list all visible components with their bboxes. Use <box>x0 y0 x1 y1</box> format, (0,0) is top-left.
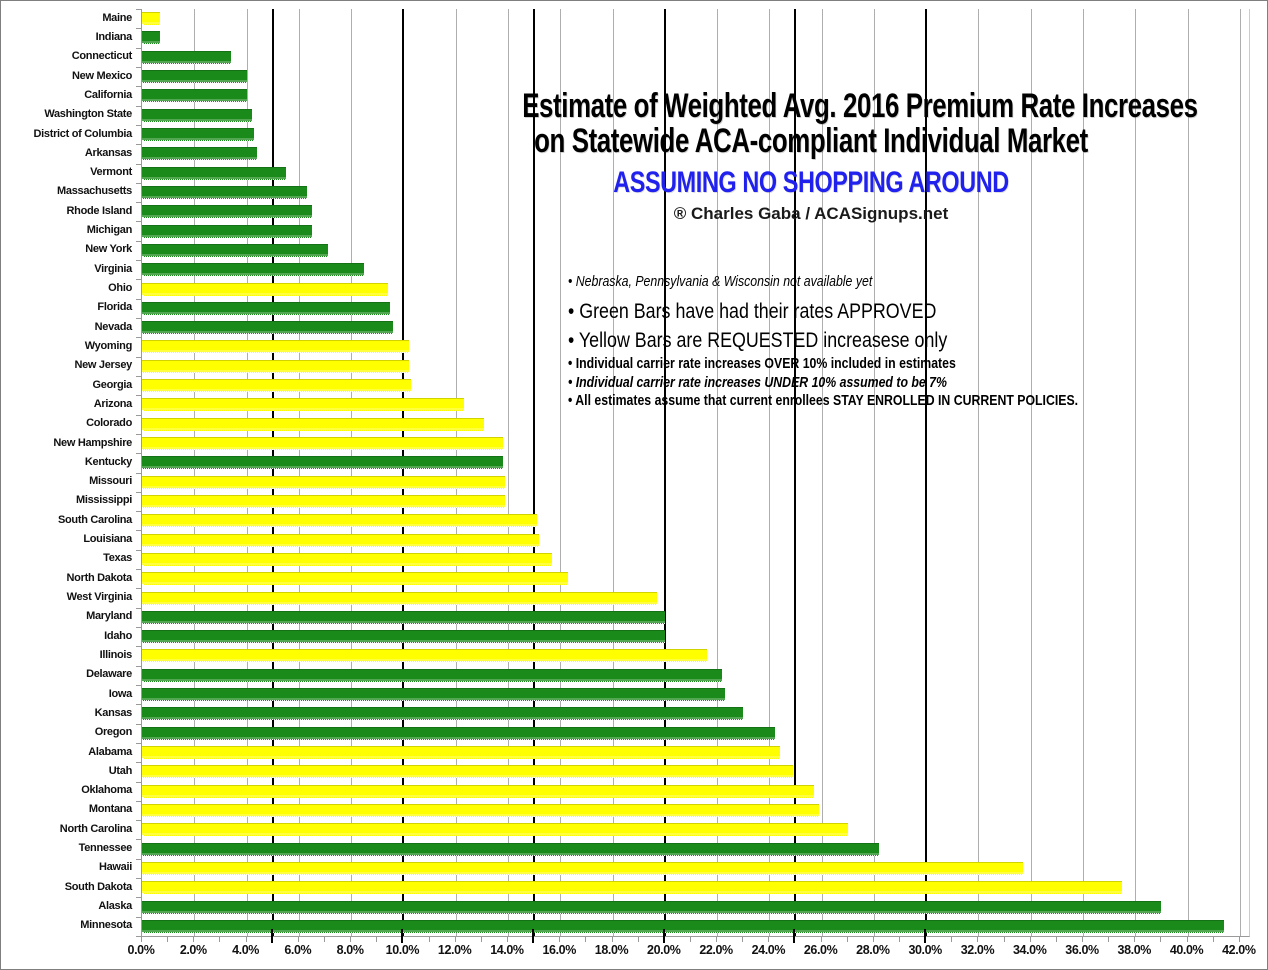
bar-maine <box>142 12 160 25</box>
x-axis-tick-22pct <box>716 937 717 942</box>
y-label-new-jersey: New Jersey <box>74 359 132 372</box>
x-axis-tick-26pct <box>821 937 822 942</box>
bar-connecticut <box>142 51 231 64</box>
bar-west-virginia <box>142 592 657 605</box>
y-label-oklahoma: Oklahoma <box>81 784 132 797</box>
x-axis-tick-18pct <box>612 937 613 942</box>
x-axis-label-8pct: 8.0% <box>336 943 364 957</box>
y-label-alabama: Alabama <box>88 745 132 758</box>
bar-minnesota <box>142 920 1224 933</box>
x-axis-label-34pct: 34.0% <box>1013 943 1047 957</box>
y-label-west-virginia: West Virginia <box>66 591 132 604</box>
x-axis-label-6pct: 6.0% <box>284 943 312 957</box>
x-axis-label-2pct: 2.0% <box>179 943 207 957</box>
x-axis-label-24pct: 24.0% <box>751 943 786 957</box>
bar-tennessee <box>142 843 879 856</box>
y-label-montana: Montana <box>88 803 132 816</box>
bar-south-carolina <box>142 514 537 527</box>
y-axis-tick <box>136 820 141 821</box>
y-axis-tick <box>136 839 141 840</box>
chart-title-line2: on Statewide ACA-compliant Individual Market <box>534 122 1088 160</box>
x-axis-label-28pct: 28.0% <box>856 943 890 957</box>
bar-florida <box>142 302 390 315</box>
y-label-utah: Utah <box>108 764 132 777</box>
y-label-washington-state: Washington State <box>44 108 132 121</box>
bar-texas <box>142 553 552 566</box>
x-axis-tick-14pct <box>507 937 508 942</box>
y-label-ohio: Ohio <box>108 282 132 295</box>
y-label-kentucky: Kentucky <box>84 455 132 468</box>
y-label-alaska: Alaska <box>98 900 132 913</box>
bar-hawaii <box>142 862 1023 875</box>
bar-mississippi <box>142 495 505 508</box>
bar-michigan <box>142 225 312 238</box>
bar-illinois <box>142 649 707 662</box>
y-axis-tick <box>136 260 141 261</box>
y-axis-tick <box>136 627 141 628</box>
bar-kansas <box>142 707 743 720</box>
x-axis-tick-0pct <box>141 937 142 942</box>
bar-nevada <box>142 321 393 334</box>
x-axis-tick-39pct <box>1160 937 1161 942</box>
y-label-louisiana: Louisiana <box>83 533 132 546</box>
y-label-arkansas: Arkansas <box>84 146 132 159</box>
y-label-missouri: Missouri <box>89 475 132 488</box>
bar-virginia <box>142 263 364 276</box>
y-axis-tick <box>136 530 141 531</box>
note-under-10: • Individual carrier rate increases UNDER 10% assumed to be 7% <box>568 373 947 391</box>
bar-california <box>142 89 247 102</box>
bar-new-mexico <box>142 70 247 83</box>
y-axis-tick <box>136 511 141 512</box>
y-axis-tick <box>136 241 141 242</box>
y-label-massachusetts: Massachusetts <box>57 185 132 198</box>
x-axis-tick-8pct <box>350 937 351 942</box>
note-over-10: • Individual carrier rate increases OVER 10% included in estimates <box>568 355 956 372</box>
y-axis-tick <box>136 704 141 705</box>
bar-idaho <box>142 630 665 643</box>
x-axis-label-42pct: 42.0% <box>1222 943 1256 957</box>
x-axis-tick-16pct <box>559 937 560 942</box>
bar-missouri <box>142 476 505 489</box>
y-axis-tick <box>136 299 141 300</box>
y-label-illinois: Illinois <box>99 648 132 661</box>
y-axis-tick <box>136 724 141 725</box>
chart-credit: ® Charles Gaba / ACASignups.net <box>673 204 949 223</box>
x-axis-tick-32pct <box>977 937 978 942</box>
bar-ohio <box>142 283 388 296</box>
bar-alaska <box>142 901 1161 914</box>
chart-title-line1: Estimate of Weighted Avg. 2016 Premium Rate Increases <box>522 87 1198 125</box>
bar-maryland <box>142 611 665 624</box>
x-axis-label-18pct: 18.0% <box>594 943 629 957</box>
y-axis-tick <box>136 453 141 454</box>
y-axis-tick <box>136 86 141 87</box>
x-axis-tick-42pct <box>1239 937 1240 942</box>
y-axis-tick <box>136 492 141 493</box>
x-axis-tick-3pct <box>219 937 220 942</box>
bar-kentucky <box>142 456 503 469</box>
y-axis-tick <box>136 782 141 783</box>
y-label-new-york: New York <box>85 243 132 256</box>
x-axis-major-tick-15pct <box>532 929 534 943</box>
y-label-indiana: Indiana <box>95 30 132 43</box>
y-label-vermont: Vermont <box>90 166 132 179</box>
y-label-california: California <box>84 88 132 101</box>
y-axis-tick <box>136 666 141 667</box>
y-axis-tick <box>136 917 141 918</box>
chart-notes-block <box>568 274 1258 411</box>
x-axis-label-10pct: 10.0% <box>385 943 420 957</box>
bar-alabama <box>142 746 780 759</box>
y-axis-tick <box>136 646 141 647</box>
x-axis-major-tick-25pct <box>793 929 795 943</box>
x-axis-tick-17pct <box>585 937 586 942</box>
y-label-georgia: Georgia <box>92 378 132 391</box>
bar-massachusetts <box>142 186 307 199</box>
gridline-42pct <box>1240 9 1241 936</box>
bar-district-of-columbia <box>142 128 254 141</box>
x-axis-label-26pct: 26.0% <box>803 943 838 957</box>
x-axis-tick-1pct <box>167 937 168 942</box>
bar-georgia <box>142 379 411 392</box>
y-axis-tick <box>136 569 141 570</box>
x-axis-major-tick-10pct <box>401 929 403 943</box>
x-axis-tick-23pct <box>742 937 743 942</box>
y-axis-tick <box>136 395 141 396</box>
x-axis-tick-33pct <box>1004 937 1005 942</box>
x-axis-tick-34pct <box>1030 937 1031 942</box>
bar-oklahoma <box>142 785 814 798</box>
y-label-maryland: Maryland <box>86 610 132 623</box>
x-axis-tick-38pct <box>1134 937 1135 942</box>
y-label-mississippi: Mississippi <box>76 494 132 507</box>
y-axis-tick <box>136 608 141 609</box>
y-axis-tick <box>136 221 141 222</box>
bar-washington-state <box>142 109 252 122</box>
note-green-bars: • Green Bars have had their rates APPROVED <box>568 300 937 323</box>
y-label-michigan: Michigan <box>86 224 132 237</box>
y-axis-tick <box>136 473 141 474</box>
bar-colorado <box>142 418 484 431</box>
y-label-wyoming: Wyoming <box>84 339 132 352</box>
x-axis-tick-12pct <box>455 937 456 942</box>
x-axis-tick-7pct <box>324 937 325 942</box>
y-label-nevada: Nevada <box>94 320 132 333</box>
y-axis-tick <box>136 762 141 763</box>
bar-new-york <box>142 244 328 257</box>
y-axis-tick <box>136 859 141 860</box>
x-axis-label-14pct: 14.0% <box>490 943 524 957</box>
y-axis-tick <box>136 878 141 879</box>
bar-indiana <box>142 31 160 44</box>
y-axis-tick <box>136 685 141 686</box>
y-axis-tick <box>136 357 141 358</box>
x-axis-tick-2pct <box>193 937 194 942</box>
x-axis-label-20pct: 20.0% <box>647 943 681 957</box>
y-label-arizona: Arizona <box>93 397 132 410</box>
note-yellow-bars: • Yellow Bars are REQUESTED increasese only <box>568 329 948 352</box>
y-axis-tick <box>136 801 141 802</box>
x-axis-tick-9pct <box>376 937 377 942</box>
y-axis-tick <box>136 434 141 435</box>
y-axis-tick <box>136 550 141 551</box>
x-axis-tick-40pct <box>1187 937 1188 942</box>
y-label-delaware: Delaware <box>86 668 132 681</box>
bar-arizona <box>142 398 464 411</box>
y-label-texas: Texas <box>103 552 132 565</box>
x-axis-label-32pct: 32.0% <box>960 943 995 957</box>
y-label-iowa: Iowa <box>108 687 132 700</box>
x-axis-tick-36pct <box>1082 937 1083 942</box>
y-label-oregon: Oregon <box>94 726 132 739</box>
x-axis-tick-19pct <box>638 937 639 942</box>
x-axis-tick-41pct <box>1213 937 1214 942</box>
note-stay-enrolled: • All estimates assume that current enrollees STAY ENROLLED IN CURRENT POLICIES. <box>568 392 1079 409</box>
y-label-north-dakota: North Dakota <box>66 571 132 584</box>
bar-north-carolina <box>142 823 848 836</box>
x-axis-tick-13pct <box>481 937 482 942</box>
x-axis-major-tick-20pct <box>663 929 665 943</box>
y-axis-tick <box>136 28 141 29</box>
y-label-rhode-island: Rhode Island <box>66 204 132 217</box>
y-axis-tick <box>136 125 141 126</box>
y-axis-tick <box>136 743 141 744</box>
x-axis-tick-4pct <box>246 937 247 942</box>
bar-rhode-island <box>142 205 312 218</box>
y-axis-tick <box>136 897 141 898</box>
x-axis-tick-29pct <box>899 937 900 942</box>
bar-louisiana <box>142 534 539 547</box>
bar-south-dakota <box>142 881 1122 894</box>
y-label-minnesota: Minnesota <box>80 919 132 932</box>
x-axis-label-22pct: 22.0% <box>699 943 733 957</box>
y-label-new-mexico: New Mexico <box>72 69 132 82</box>
y-label-district-of-columbia: District of Columbia <box>33 127 132 140</box>
y-axis-tick <box>136 67 141 68</box>
bar-montana <box>142 804 819 817</box>
y-label-maine: Maine <box>102 11 132 24</box>
x-axis-label-16pct: 16.0% <box>542 943 576 957</box>
chart-subtitle: ASSUMING NO SHOPPING AROUND <box>613 166 1009 199</box>
bar-oregon <box>142 727 775 740</box>
x-axis-tick-37pct <box>1108 937 1109 942</box>
y-label-idaho: Idaho <box>104 629 132 642</box>
x-axis-tick-35pct <box>1056 937 1057 942</box>
bar-new-hampshire <box>142 437 503 450</box>
bar-wyoming <box>142 340 409 353</box>
y-axis-tick <box>136 318 141 319</box>
y-label-colorado: Colorado <box>86 417 132 430</box>
x-axis-label-38pct: 38.0% <box>1117 943 1151 957</box>
y-axis-tick <box>136 106 141 107</box>
x-axis-tick-24pct <box>768 937 769 942</box>
chart-title-block <box>431 87 1198 223</box>
y-label-tennessee: Tennessee <box>78 842 132 855</box>
y-label-kansas: Kansas <box>94 706 132 719</box>
y-label-virginia: Virginia <box>94 262 132 275</box>
note-states-unavailable: • Nebraska, Pennsylvania & Wisconsin not available yet <box>568 274 873 290</box>
x-axis-label-40pct: 40.0% <box>1169 943 1204 957</box>
y-label-south-dakota: South Dakota <box>64 880 132 893</box>
x-axis-tick-21pct <box>690 937 691 942</box>
y-axis-tick <box>136 202 141 203</box>
y-axis-tick <box>136 376 141 377</box>
y-axis-tick <box>136 588 141 589</box>
bar-delaware <box>142 669 722 682</box>
bar-vermont <box>142 167 286 180</box>
y-label-new-hampshire: New Hampshire <box>53 436 132 449</box>
x-axis-label-12pct: 12.0% <box>437 943 472 957</box>
y-axis-tick <box>136 415 141 416</box>
y-label-north-carolina: North Carolina <box>59 822 132 835</box>
y-axis-tick <box>136 48 141 49</box>
x-axis-tick-11pct <box>429 937 430 942</box>
bar-iowa <box>142 688 725 701</box>
x-axis-major-tick-30pct <box>924 929 926 943</box>
bar-utah <box>142 765 793 778</box>
x-axis-tick-28pct <box>873 937 874 942</box>
y-label-florida: Florida <box>97 301 132 314</box>
y-axis-tick <box>136 279 141 280</box>
bar-arkansas <box>142 147 257 160</box>
y-label-hawaii: Hawaii <box>98 861 132 874</box>
bar-new-jersey <box>142 360 409 373</box>
x-axis-tick-27pct <box>847 937 848 942</box>
x-axis-label-36pct: 36.0% <box>1065 943 1099 957</box>
y-axis-tick <box>136 183 141 184</box>
x-axis-label-30pct: 30.0% <box>908 943 942 957</box>
y-label-connecticut: Connecticut <box>71 50 132 63</box>
y-axis-tick <box>136 9 141 10</box>
x-axis-major-tick-5pct <box>271 929 273 943</box>
x-axis-label-4pct: 4.0% <box>232 943 259 957</box>
x-axis-tick-31pct <box>951 937 952 942</box>
y-axis-tick <box>136 164 141 165</box>
y-label-south-carolina: South Carolina <box>57 513 132 526</box>
x-axis-tick-6pct <box>298 937 299 942</box>
y-axis-tick <box>136 337 141 338</box>
x-axis-label-0pct: 0.0% <box>127 943 155 957</box>
bar-north-dakota <box>142 572 568 585</box>
y-axis-tick <box>136 144 141 145</box>
